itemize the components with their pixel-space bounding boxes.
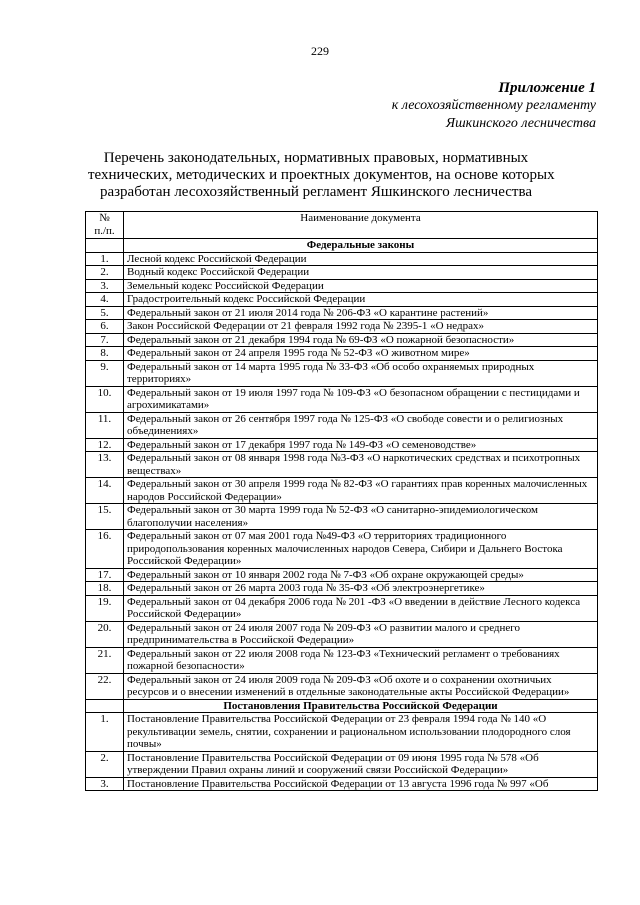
documents-table bbox=[85, 211, 598, 791]
table-row bbox=[86, 530, 598, 569]
table-row bbox=[86, 279, 598, 293]
row-number: 2. bbox=[86, 266, 124, 280]
document-name: Федеральный закон от 21 июля 2014 года № 206-ФЗ «О карантине растений» bbox=[124, 306, 598, 320]
table-row bbox=[86, 504, 598, 530]
row-number: 16. bbox=[86, 530, 124, 569]
row-number: 9. bbox=[86, 360, 124, 386]
document-name: Федеральный закон от 26 марта 2003 года № 35-ФЗ «Об электроэнергетике» bbox=[124, 582, 598, 596]
row-number: 18. bbox=[86, 582, 124, 596]
document-name: Федеральный закон от 17 декабря 1997 года № 149-ФЗ «О семеноводстве» bbox=[124, 438, 598, 452]
row-number: 19. bbox=[86, 595, 124, 621]
row-number: 1. bbox=[86, 713, 124, 752]
document-name: Федеральный закон от 30 апреля 1999 года № 82-ФЗ «О гарантиях прав коренных малочисленных народов Российской Федерации» bbox=[124, 478, 598, 504]
document-name: Постановление Правительства Российской Федерации от 23 февраля 1994 года № 140 «О рекультивации земель, снятии, сохранении и рациональном использовании плодородного слоя почвы» bbox=[124, 713, 598, 752]
table-row bbox=[86, 777, 598, 791]
table-row bbox=[86, 252, 598, 266]
table-row bbox=[86, 595, 598, 621]
document-name: Постановление Правительства Российской Федерации от 09 июня 1995 года № 578 «Об утверждении Правил охраны линий и сооружений связи Российской Федерации» bbox=[124, 751, 598, 777]
table-row bbox=[86, 751, 598, 777]
document-name: Федеральный закон от 30 марта 1999 года № 52-ФЗ «О санитарно-эпидемиологическом благополучии населения» bbox=[124, 504, 598, 530]
table-row bbox=[86, 438, 598, 452]
table-row bbox=[86, 582, 598, 596]
table-row bbox=[86, 293, 598, 307]
column-header-number bbox=[86, 212, 124, 239]
table-row bbox=[86, 333, 598, 347]
table-row bbox=[86, 347, 598, 361]
row-number: 17. bbox=[86, 568, 124, 582]
appendix-subtitle-line2: Яшкинского лесничества bbox=[445, 116, 596, 131]
appendix-subtitle-line1: к лесохозяйственному регламенту bbox=[391, 98, 596, 113]
document-name: Федеральный закон от 22 июля 2008 года № 123-ФЗ «Технический регламент о требованиях пожарной безопасности» bbox=[124, 647, 598, 673]
document-name: Постановление Правительства Российской Федерации от 13 августа 1996 года № 997 «Об bbox=[124, 777, 598, 791]
document-name: Федеральный закон от 24 июля 2007 года № 209-ФЗ «О развитии малого и среднего предпринимательства в Российской Федерации» bbox=[124, 621, 598, 647]
table-row bbox=[86, 478, 598, 504]
table-row bbox=[86, 452, 598, 478]
table-row bbox=[86, 386, 598, 412]
row-number: 2. bbox=[86, 751, 124, 777]
table-row bbox=[86, 568, 598, 582]
table-header-row bbox=[86, 212, 598, 239]
row-number: 15. bbox=[86, 504, 124, 530]
document-title bbox=[88, 150, 555, 201]
document-name: Закон Российской Федерации от 21 февраля 1992 года № 2395-1 «О недрах» bbox=[124, 320, 598, 334]
table-row bbox=[86, 621, 598, 647]
table-body bbox=[86, 239, 598, 791]
document-name: Федеральный закон от 10 января 2002 года № 7-ФЗ «Об охране окружающей среды» bbox=[124, 568, 598, 582]
document-name: Федеральный закон от 14 марта 1995 года № 33-ФЗ «Об особо охраняемых природных территориях» bbox=[124, 360, 598, 386]
row-number: 10. bbox=[86, 386, 124, 412]
column-header-name: Наименование документа bbox=[124, 212, 598, 239]
row-number: 21. bbox=[86, 647, 124, 673]
document-name: Земельный кодекс Российской Федерации bbox=[124, 279, 598, 293]
row-number: 7. bbox=[86, 333, 124, 347]
table-row bbox=[86, 647, 598, 673]
row-number: 11. bbox=[86, 412, 124, 438]
section-title: Постановления Правительства Российской Федерации bbox=[124, 699, 598, 713]
table-row bbox=[86, 320, 598, 334]
row-number: 20. bbox=[86, 621, 124, 647]
row-number: 13. bbox=[86, 452, 124, 478]
page-number: 229 bbox=[311, 44, 329, 58]
table-row bbox=[86, 266, 598, 280]
row-number: 8. bbox=[86, 347, 124, 361]
row-number: 12. bbox=[86, 438, 124, 452]
section-header-row bbox=[86, 699, 598, 713]
appendix-title: Приложение 1 bbox=[498, 80, 596, 96]
table-row bbox=[86, 673, 598, 699]
row-number: 4. bbox=[86, 293, 124, 307]
document-name: Водный кодекс Российской Федерации bbox=[124, 266, 598, 280]
document-name: Федеральный закон от 19 июля 1997 года № 109-ФЗ «О безопасном обращении с пестицидами и агрохимикатами» bbox=[124, 386, 598, 412]
document-title-line: технических, методических и проектных документов, на основе которых bbox=[88, 167, 555, 183]
section-number-cell bbox=[86, 699, 124, 713]
row-number: 5. bbox=[86, 306, 124, 320]
table-row bbox=[86, 306, 598, 320]
document-name: Федеральный закон от 08 января 1998 года №3-ФЗ «О наркотических средствах и психотропных веществах» bbox=[124, 452, 598, 478]
section-title: Федеральные законы bbox=[124, 239, 598, 253]
row-number: 14. bbox=[86, 478, 124, 504]
document-title-line: Перечень законодательных, нормативных правовых, нормативных bbox=[103, 150, 529, 166]
row-number: 3. bbox=[86, 777, 124, 791]
document-name: Федеральный закон от 24 апреля 1995 года № 52-ФЗ «О животном мире» bbox=[124, 347, 598, 361]
section-header-row bbox=[86, 239, 598, 253]
document-name: Федеральный закон от 21 декабря 1994 года № 69-ФЗ «О пожарной безопасности» bbox=[124, 333, 598, 347]
table-row bbox=[86, 713, 598, 752]
row-number: 3. bbox=[86, 279, 124, 293]
row-number: 1. bbox=[86, 252, 124, 266]
document-name: Градостроительный кодекс Российской Федерации bbox=[124, 293, 598, 307]
document-name: Федеральный закон от 07 мая 2001 года №49-ФЗ «О территориях традиционного природопользования коренных малочисленных народов Севера, Сибири и Дальнего Востока Российской Федерации» bbox=[124, 530, 598, 569]
row-number: 6. bbox=[86, 320, 124, 334]
document-name: Федеральный закон от 26 сентября 1997 года № 125-ФЗ «О свободе совести и о религиозных объединениях» bbox=[124, 412, 598, 438]
table-row bbox=[86, 360, 598, 386]
row-number: 22. bbox=[86, 673, 124, 699]
document-name: Лесной кодекс Российской Федерации bbox=[124, 252, 598, 266]
document-name: Федеральный закон от 04 декабря 2006 года № 201 -ФЗ «О введении в действие Лесного кодекса Российской Федерации» bbox=[124, 595, 598, 621]
column-header-number-line1: № bbox=[99, 212, 110, 224]
section-number-cell bbox=[86, 239, 124, 253]
column-header-number-line2: п./п. bbox=[94, 224, 115, 237]
table-row bbox=[86, 412, 598, 438]
document-title-line: разработан лесохозяйственный регламент Яшкинского лесничества bbox=[99, 184, 533, 200]
document-name: Федеральный закон от 24 июля 2009 года № 209-ФЗ «Об охоте и о сохранении охотничьих ресурсов и о внесении изменений в отдельные законодательные акты Российской Федерации» bbox=[124, 673, 598, 699]
